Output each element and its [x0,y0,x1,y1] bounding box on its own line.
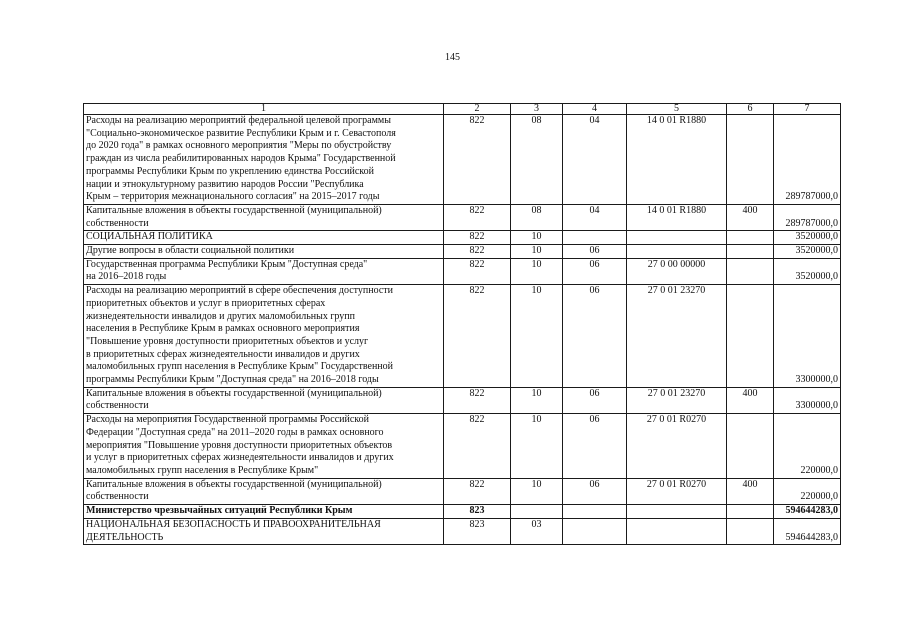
target-article-code [627,245,727,259]
row-description [84,258,444,284]
description-line: жизнедеятельности инвалидов и других маломобильных групп [86,310,355,322]
description-line: "Повышение уровня доступности приоритетных объектов и услуг [86,335,369,347]
header-row [84,104,841,115]
description-line: ДЕЯТЕЛЬНОСТЬ [86,531,164,543]
subsection-code: 06 [563,414,627,479]
target-article-code [627,505,727,519]
row-description [84,518,444,544]
description-line: программы Республики Крым по укреплению единства Российской [86,165,374,177]
description-line: Министерство чрезвычайных ситуаций Республики Крым [86,505,353,517]
expense-type-code [727,505,774,519]
description-line: маломобильных групп населения в Республике Крым" Государственной [86,361,394,373]
description-line: до 2020 года" в рамках основного мероприятия "Меры по обустройству [86,140,392,152]
subsection-code: 04 [563,204,627,230]
description-line: граждан из числа реабилитированных народов Крыма" Государственной [86,153,396,165]
header-cell: 7 [774,104,841,115]
row-description [84,478,444,504]
row-description [84,204,444,230]
section-code: 10 [511,478,563,504]
description-line: Капитальные вложения в объекты государственной (муниципальной) [86,387,382,399]
subsection-code: 06 [563,245,627,259]
description-line: программы Республики Крым "Доступная среда" на 2016–2018 годы [86,374,379,386]
section-code: 03 [511,518,563,544]
expense-type-code: 400 [727,478,774,504]
description-line: нации и этнокультурному развитию народов России "Республика [86,178,364,190]
amount: 220000,0 [774,478,841,504]
amount: 3520000,0 [774,258,841,284]
description-line: мероприятия "Повышение уровня доступности приоритетных объектов [86,439,393,451]
description-line: Расходы на реализацию мероприятий федеральной целевой программы [86,115,391,126]
ministry-code: 822 [444,245,511,259]
row-description [84,285,444,388]
row-description [84,505,444,519]
amount: 289787000,0 [774,115,841,205]
table-row [84,414,841,479]
expense-type-code: 400 [727,204,774,230]
section-code: 10 [511,387,563,413]
amount: 594644283,0 [774,505,841,519]
header-cell: 1 [84,104,444,115]
description-line: Капитальные вложения в объекты государственной (муниципальной) [86,204,382,216]
description-line: приоритетных объектов и услуг в приоритетных сферах [86,297,326,309]
row-description [84,231,444,245]
amount: 220000,0 [774,414,841,479]
subsection-code [563,518,627,544]
description-line: собственности [86,217,149,229]
description-line: НАЦИОНАЛЬНАЯ БЕЗОПАСНОСТЬ И ПРАВООХРАНИТЕЛЬНАЯ [86,518,381,530]
table-row [84,245,841,259]
description-line: Другие вопросы в области социальной политики [86,245,295,257]
target-article-code [627,231,727,245]
table-row [84,285,841,388]
table-row [84,478,841,504]
row-description [84,387,444,413]
subsection-code: 06 [563,478,627,504]
amount: 3520000,0 [774,231,841,245]
subsection-code: 06 [563,387,627,413]
amount: 594644283,0 [774,518,841,544]
header-cell: 5 [627,104,727,115]
target-article-code [627,518,727,544]
description-line: и услуг в приоритетных сферах жизнедеятельности инвалидов и других [86,452,394,464]
ministry-code: 822 [444,285,511,388]
description-line: Расходы на мероприятия Государственной программы Российской [86,414,369,426]
description-line: маломобильных групп населения в Республике Крым" [86,464,319,476]
header-cell: 6 [727,104,774,115]
table-row [84,505,841,519]
amount: 3520000,0 [774,245,841,259]
section-code: 10 [511,245,563,259]
section-code: 10 [511,258,563,284]
expense-type-code: 400 [727,387,774,413]
target-article-code: 14 0 01 R1880 [627,204,727,230]
table-row [84,231,841,245]
description-line: населения в Республике Крым в рамках основного мероприятия [86,323,360,335]
ministry-code: 822 [444,414,511,479]
table-row [84,204,841,230]
expense-type-code [727,414,774,479]
ministry-code: 822 [444,387,511,413]
ministry-code: 823 [444,518,511,544]
description-line: Федерации "Доступная среда" на 2011–2020 годы в рамках основного [86,426,384,438]
target-article-code: 14 0 01 R1880 [627,115,727,205]
target-article-code: 27 0 01 23270 [627,285,727,388]
row-description [84,115,444,205]
section-code: 10 [511,414,563,479]
target-article-code: 27 0 01 R0270 [627,478,727,504]
description-line: Капитальные вложения в объекты государственной (муниципальной) [86,478,382,490]
ministry-code: 822 [444,478,511,504]
ministry-code: 822 [444,258,511,284]
expense-type-code [727,258,774,284]
description-line: СОЦИАЛЬНАЯ ПОЛИТИКА [86,231,213,243]
expense-type-code [727,231,774,245]
row-description [84,414,444,479]
target-article-code: 27 0 01 R0270 [627,414,727,479]
table-row [84,387,841,413]
page-number: 145 [445,52,460,63]
expense-type-code [727,518,774,544]
amount: 3300000,0 [774,387,841,413]
row-description [84,245,444,259]
amount: 3300000,0 [774,285,841,388]
expense-type-code [727,115,774,205]
ministry-code: 822 [444,231,511,245]
description-line: на 2016–2018 годы [86,271,167,283]
header-cell: 4 [563,104,627,115]
ministry-code: 823 [444,505,511,519]
description-line: Государственная программа Республики Крым "Доступная среда" [86,258,368,270]
description-line: собственности [86,400,149,412]
table-row [84,518,841,544]
description-line: "Социально-экономическое развитие Республики Крым и г. Севастополя [86,127,396,139]
subsection-code: 06 [563,285,627,388]
description-line: в приоритетных сферах жизнедеятельности инвалидов и других [86,348,360,360]
section-code: 08 [511,204,563,230]
header-cell: 2 [444,104,511,115]
budget-table [83,103,841,545]
target-article-code: 27 0 01 23270 [627,387,727,413]
description-line: Крым – территория межнационального согласия" на 2015–2017 годы [86,191,380,203]
expense-type-code [727,285,774,388]
description-line: собственности [86,491,149,503]
table-row [84,115,841,205]
subsection-code: 06 [563,258,627,284]
section-code: 08 [511,115,563,205]
section-code: 10 [511,285,563,388]
subsection-code [563,231,627,245]
table-row [84,258,841,284]
subsection-code: 04 [563,115,627,205]
target-article-code: 27 0 00 00000 [627,258,727,284]
header-cell: 3 [511,104,563,115]
ministry-code: 822 [444,115,511,205]
subsection-code [563,505,627,519]
section-code [511,505,563,519]
section-code: 10 [511,231,563,245]
ministry-code: 822 [444,204,511,230]
amount: 289787000,0 [774,204,841,230]
description-line: Расходы на реализацию мероприятий в сфере обеспечения доступности [86,285,394,297]
expense-type-code [727,245,774,259]
